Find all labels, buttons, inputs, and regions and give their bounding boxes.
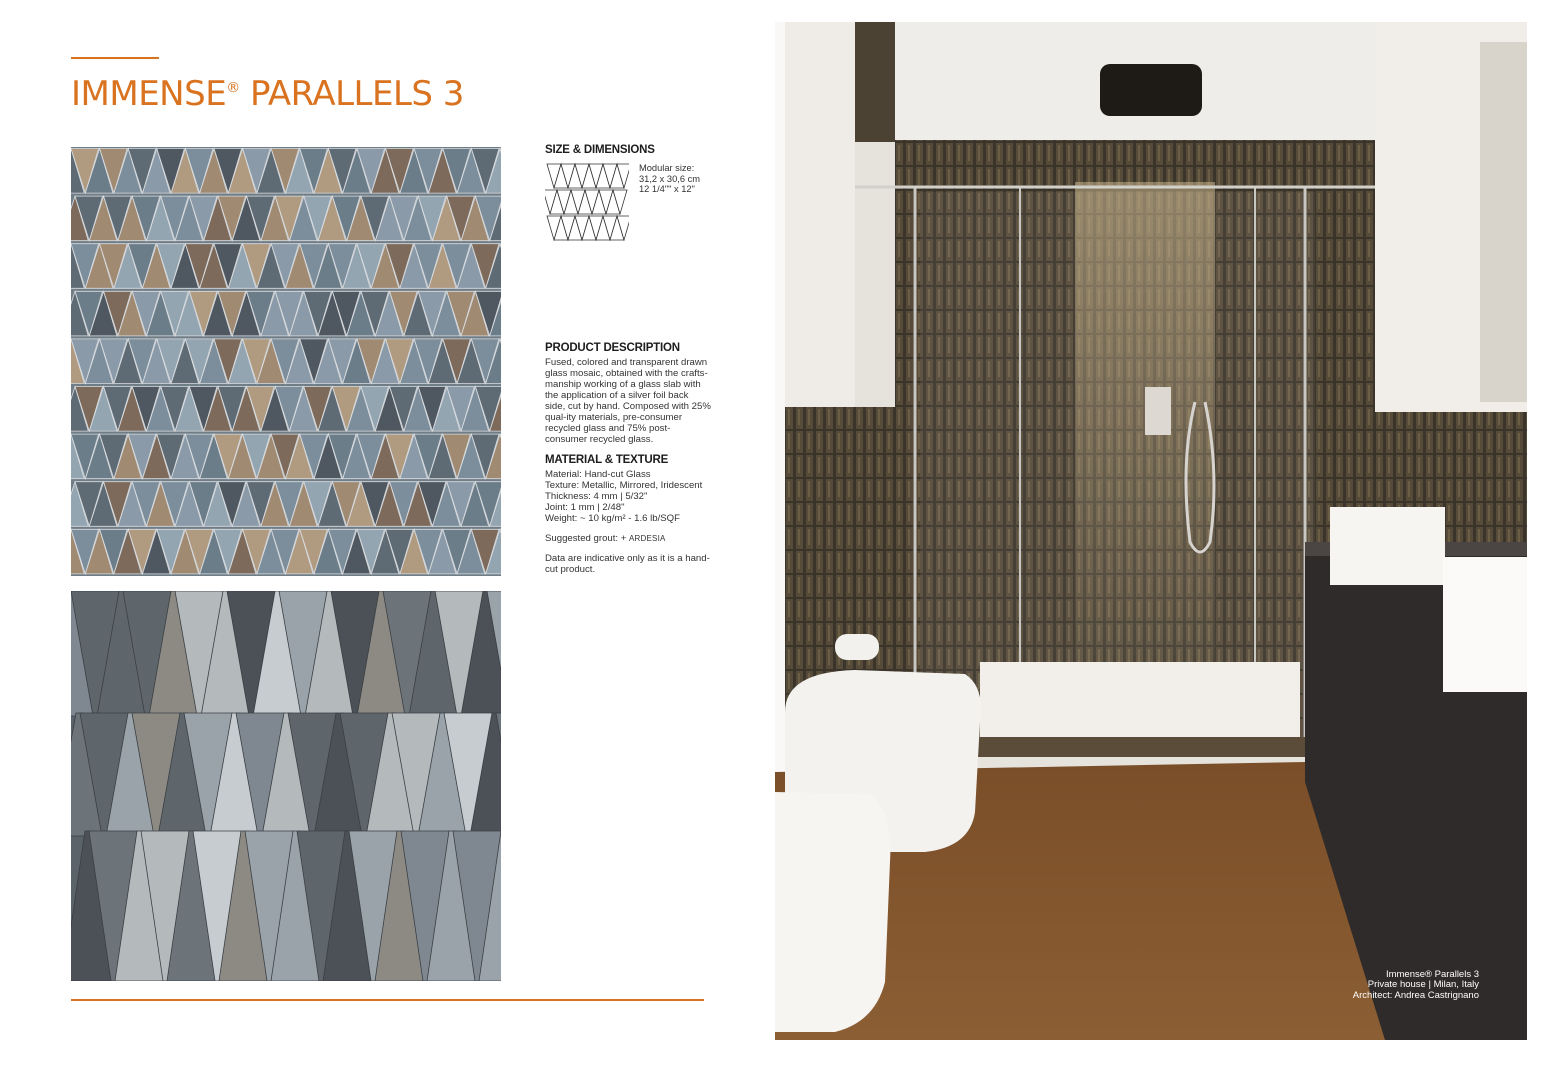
bathroom-installation-photo — [775, 22, 1527, 1040]
title-accent-rule — [71, 57, 159, 59]
texture-line: Texture: Metallic, Mirrored, Iridescent — [545, 480, 703, 491]
material-texture-section — [545, 454, 715, 575]
size-dimensions-section — [545, 144, 715, 243]
photo-caption — [1353, 970, 1479, 1002]
thickness-line: Thickness: 4 mm | 5/32" — [545, 491, 648, 502]
size-heading: SIZE & DIMENSIONS — [545, 144, 655, 156]
mosaic-closeup-image — [71, 591, 501, 981]
caption-architect: Architect: Andrea Castrignano — [1352, 990, 1479, 1002]
indicative-note: Data are indicative only as it is a hand-cut product. — [545, 553, 710, 575]
description-heading: PRODUCT DESCRIPTION — [545, 342, 680, 354]
modular-size-metric: 31,2 x 30,6 cm — [639, 173, 700, 184]
page-title: IMMENSE® PARALLELS 3 — [71, 74, 464, 114]
product-description-section — [545, 342, 711, 445]
suggested-grout: Suggested grout: + ARDESIA — [545, 533, 666, 544]
material-line: Material: Hand-cut Glass — [545, 469, 651, 480]
joint-line: Joint: 1 mm | 2/48" — [545, 502, 625, 513]
modular-size-imperial: 12 1/4"" x 12" — [639, 184, 695, 194]
mosaic-sheet-image — [71, 147, 501, 576]
footer-accent-rule — [71, 999, 704, 1001]
weight-line: Weight: ~ 10 kg/m² - 1.6 lb/SQF — [545, 513, 680, 524]
caption-location: Private house | Milan, Italy — [1367, 979, 1479, 991]
material-heading: MATERIAL & TEXTURE — [545, 454, 669, 466]
modular-size-label: Modular size: — [639, 163, 695, 173]
caption-product: Immense® Parallels 3 — [1385, 968, 1479, 980]
modular-size-diagram — [545, 163, 629, 243]
description-text: Fused, colored and transparent drawn glass mosaic, obtained with the crafts-manship working of a glass slab with the application of a silver foil back side, cut by hand. Composed with 25% qual-ity materials, pre-consumer recycled glass and 75% post-consumer recycled glass. — [545, 357, 711, 445]
